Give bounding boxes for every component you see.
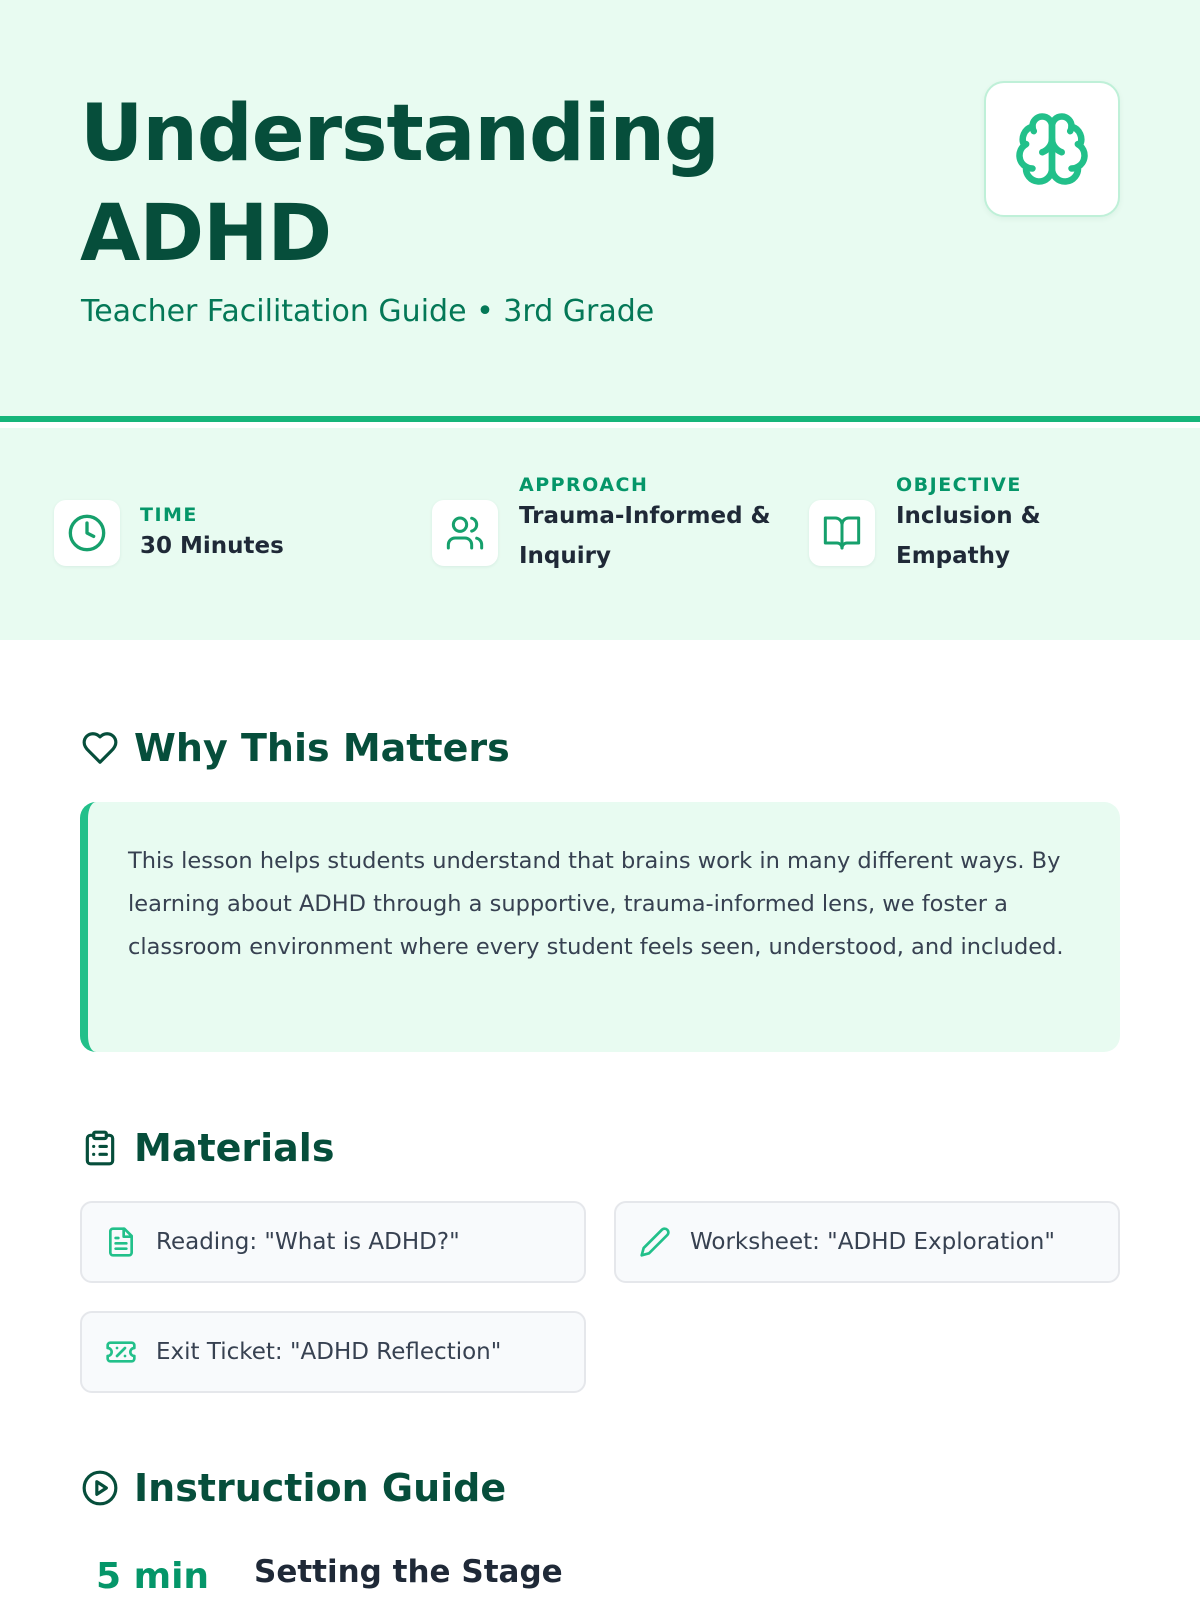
material-reading xyxy=(80,1201,586,1283)
page-title: Understanding ADHD xyxy=(80,89,719,279)
why-section-header xyxy=(80,726,510,770)
meta-approach-icon-box xyxy=(432,500,498,566)
instruction-section-header xyxy=(80,1466,506,1510)
users-icon xyxy=(445,513,485,553)
document-icon xyxy=(104,1225,138,1259)
instruction-section-title: Instruction Guide xyxy=(134,1466,507,1510)
material-worksheet-label: Worksheet: "ADHD Exploration" xyxy=(690,1229,1055,1255)
meta-approach-label: APPROACH xyxy=(519,474,649,496)
lesson-meta xyxy=(0,428,1200,640)
meta-objective-value: Inclusion & Empathy xyxy=(896,503,1041,569)
materials-section-header xyxy=(80,1126,334,1170)
play-circle-icon xyxy=(80,1468,120,1508)
clock-icon xyxy=(67,513,107,553)
heart-icon xyxy=(80,728,120,768)
meta-objective-label: OBJECTIVE xyxy=(896,474,1022,496)
why-callout xyxy=(80,802,1120,1052)
meta-approach-value: Trauma-Informed & Inquiry xyxy=(519,503,771,569)
meta-time-value: 30 Minutes xyxy=(140,533,284,559)
meta-objective-icon-box xyxy=(809,500,875,566)
step-time: 5 min xyxy=(96,1556,210,1597)
pencil-icon xyxy=(638,1225,672,1259)
page-subtitle: Teacher Facilitation Guide • 3rd Grade xyxy=(81,294,655,329)
materials-section-title: Materials xyxy=(134,1126,335,1170)
ticket-icon xyxy=(104,1335,138,1369)
material-exit-ticket-label: Exit Ticket: "ADHD Reflection" xyxy=(156,1339,502,1365)
book-open-icon xyxy=(822,513,862,553)
clipboard-icon xyxy=(80,1128,120,1168)
hero-header xyxy=(0,0,1200,422)
material-exit-ticket xyxy=(80,1311,586,1393)
brain-icon xyxy=(1013,110,1091,188)
meta-time-label: TIME xyxy=(140,504,198,526)
why-section-title: Why This Matters xyxy=(134,726,510,770)
material-reading-label: Reading: "What is ADHD?" xyxy=(156,1229,460,1255)
material-worksheet xyxy=(614,1201,1120,1283)
step-title: Setting the Stage xyxy=(254,1554,563,1590)
why-body-text: This lesson helps students understand that brains work in many different ways. By learning about ADHD through a supportive, trauma-informed lens, we foster a classroom environment where every student feels seen, understood, and included. xyxy=(128,848,1064,960)
brain-badge xyxy=(984,81,1120,217)
meta-time-icon-box xyxy=(54,500,120,566)
